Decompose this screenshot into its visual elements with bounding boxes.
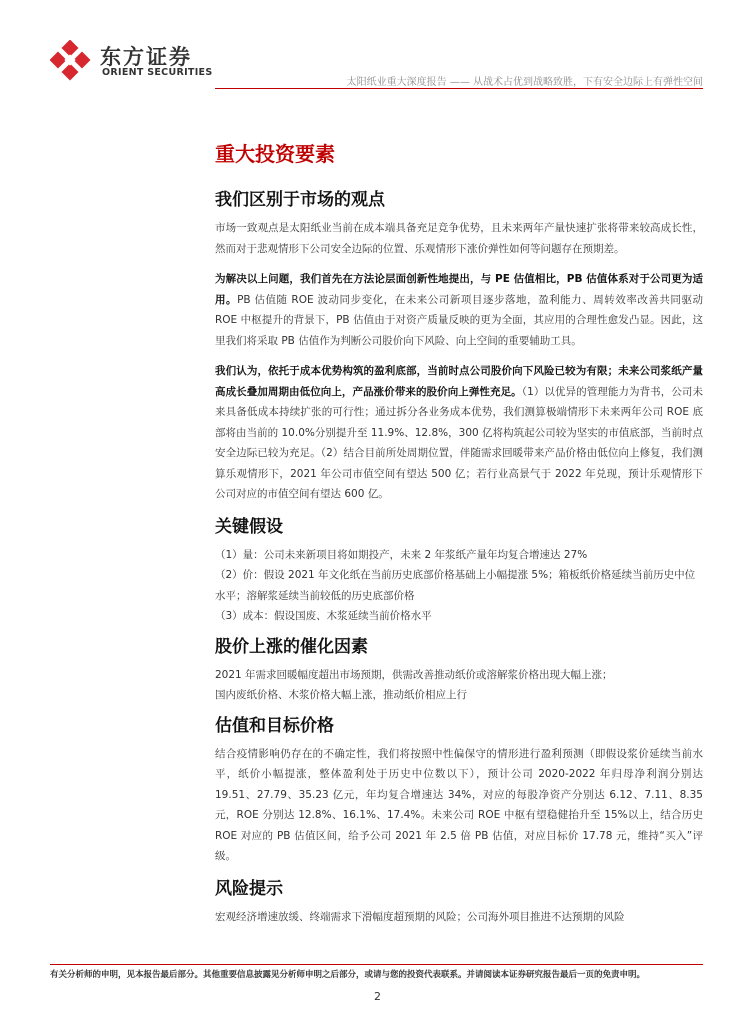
- orient-securities-logo-icon: [50, 40, 92, 82]
- catalyst-item: 国内废纸价格、木浆价格大幅上涨，推动纸价相应上行: [215, 689, 467, 701]
- views-paragraph-2: [215, 269, 703, 351]
- footer-disclaimer: 有关分析师的申明，见本报告最后部分。其他重要信息披露见分析师申明之后部分，或请与您的投资代表联系。并请阅读本证券研究报告最后一页的免责申明。: [50, 970, 646, 980]
- views-paragraph-2-bold: 为解决以上问题，我们首先在方法论层面创新性地提出，与 PE 估值相比，PB 估值体系对于公司更为适用。: [215, 273, 703, 306]
- valuation-section: [215, 714, 703, 867]
- views-paragraph-2-rest: PB 估值随 ROE 波动同步变化，在未来公司新项目逐步落地，盈利能力、周转效率改善共同驱动 ROE 中枢提升的背景下，PB 估值由于对资产质量反映的更为全面，其应用的合理性愈发凸显。因此，这里我们将采取 PB 估值作为判断公司股价向下风险、向上空间的重要辅助工具。: [215, 293, 703, 347]
- page-number: 2: [374, 990, 381, 1003]
- catalysts-section: [215, 635, 703, 706]
- risks-paragraph: 宏观经济增速放缓、终端需求下滑幅度超预期的风险；公司海外项目推进不达预期的风险: [215, 910, 625, 923]
- assumptions-section: [215, 515, 703, 627]
- assumption-item: （2）价：假设 2021 年文化纸在当前历史底部价格基础上小幅提涨 5%；箱板纸价格延续当前历史中位水平；溶解浆延续当前较低的历史底部价格: [215, 569, 696, 602]
- assumption-item: （1）量：公司未来新项目将如期投产，未来 2 年浆纸产量年均复合增速达 27%: [215, 548, 588, 561]
- views-paragraph-3-bold: 我们认为，依托于成本优势构筑的盈利底部，当前时点公司股价向下风险已较为有限；未来公司浆纸产量高成长叠加周期由低位向上，产品涨价带来的股价向上弹性充足。: [215, 365, 703, 398]
- valuation-heading: 估值和目标价格: [215, 715, 334, 736]
- section-title: 重大投资要素: [215, 142, 335, 166]
- report-title-header: 太阳纸业重大深度报告 —— 从战术占优到战略致胜，下有安全边际上有弹性空间: [346, 77, 703, 88]
- views-section: [215, 188, 703, 505]
- assumption-item: （3）成本：假设国废、木浆延续当前价格水平: [215, 610, 432, 622]
- catalyst-item: 2021 年需求回暖幅度超出市场预期，供需改善推动纸价或溶解浆价格出现大幅上涨；: [215, 668, 613, 681]
- risks-heading: 风险提示: [215, 878, 283, 899]
- catalysts-heading: 股价上涨的催化因素: [215, 636, 368, 657]
- brand-name-cn: 东方证券: [100, 45, 192, 69]
- views-heading: 我们区别于市场的观点: [215, 190, 385, 210]
- brand-logo: [50, 40, 270, 82]
- risks-section: [215, 877, 703, 928]
- footer-divider: [50, 964, 703, 965]
- main-content: [215, 140, 703, 937]
- header-divider: [215, 88, 703, 89]
- valuation-paragraph: 结合疫情影响仍存在的不确定性，我们将按照中性偏保守的情形进行盈利预测（即假设浆价延续当前水平，纸价小幅提涨，整体盈利处于历史中位数以下），预计公司 2020-2022 年归母净利润分别达 19.51、27.79、35.23 亿元，年均复合增速达 34%，对应的每股净资产分别达 6.12、7.11、8.35 元，ROE 分别达 12.8%、16.1%、17.4%。未来公司 ROE 中枢有望稳健抬升至 15%以上，结合历史 ROE 对应的 PB 估值区间，给予公司 2021 年 2.5 倍 PB 估值，对应目标价 17.78 元，维持“买入”评级。: [215, 747, 703, 862]
- views-paragraph-3: [215, 361, 703, 505]
- views-paragraph-3-rest: （1）以优异的管理能力为背书，公司未来具备低成本持续扩张的可行性；通过拆分各业务成本优势，我们测算极端情形下未来两年公司 ROE 底部将由当前的 10.0%分别提升至 11.9%、12.8%，300 亿将构筑起公司较为坚实的市值底部，当前时点安全边际已较为充足。（2）结合目前所处周期位置，伴随需求回暖带来产品价格由低位向上修复，我们测算乐观情形下，2021 年公司市值空间有望达 500 亿；若行业高景气于 2022 年兑现，预计乐观情形下公司对应的市值空间有望达 600 亿。: [215, 385, 703, 500]
- brand-name-en: ORIENT SECURITIES: [102, 67, 213, 78]
- views-paragraph-1: 市场一致观点是太阳纸业当前在成本端具备充足竞争优势，且未来两年产量快速扩张将带来较高成长性，然而对于悲观情形下公司安全边际的位置、乐观情形下涨价弹性如何等问题存在预期差。: [215, 222, 703, 255]
- assumptions-heading: 关键假设: [215, 516, 283, 537]
